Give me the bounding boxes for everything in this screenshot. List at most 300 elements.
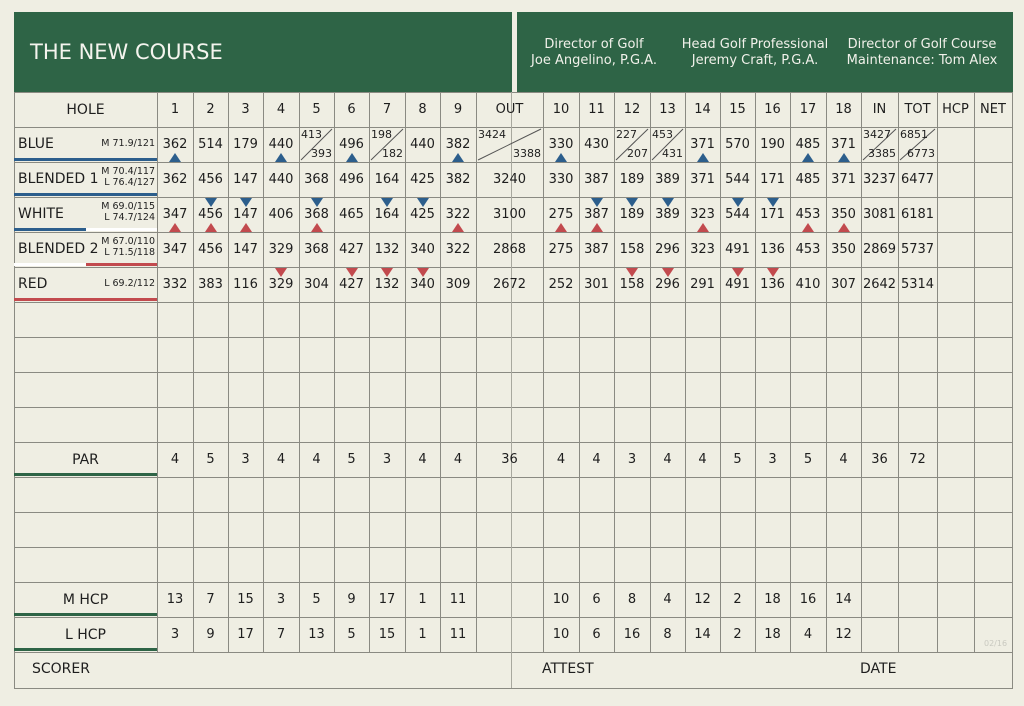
yardage-cell: 136 xyxy=(760,242,785,257)
col-header: 16 xyxy=(764,102,781,117)
l-hcp-cell: 14 xyxy=(694,627,711,642)
yardage-cell: 179 xyxy=(233,137,258,152)
tee-moved-forward-marker xyxy=(626,268,638,277)
yardage-cell: 387 xyxy=(584,207,609,222)
tee-color-strip xyxy=(86,263,157,266)
yardage-cell xyxy=(937,232,974,267)
tee-moved-back-marker xyxy=(452,153,464,162)
yardage-cell xyxy=(937,267,974,302)
tee-moved-back-marker xyxy=(838,153,850,162)
par-cell: 5 xyxy=(206,452,215,467)
yardage-cell: 456 xyxy=(198,172,223,187)
tee-moved-forward-marker xyxy=(662,198,674,207)
tee-moved-forward-marker xyxy=(346,268,358,277)
tee-moved-back-marker xyxy=(697,153,709,162)
yardage-cell: 301 xyxy=(584,277,609,292)
l-hcp-cell xyxy=(937,617,974,652)
tee-moved-back-marker xyxy=(240,223,252,232)
yardage-cell: 350 xyxy=(831,207,856,222)
col-header: 8 xyxy=(418,102,427,117)
grid-row-line xyxy=(14,372,1013,373)
yardage-cell: 440 xyxy=(410,137,435,152)
split-bottom-value: 393 xyxy=(311,147,332,160)
m-hcp-cell: 14 xyxy=(835,592,852,607)
m-hcp-cell: 16 xyxy=(799,592,817,607)
l-hcp-cell: 18 xyxy=(764,627,781,642)
par-cell: 4 xyxy=(698,452,707,467)
tee-moved-back-marker xyxy=(591,223,603,232)
staff-name: Joe Angelino, P.G.A. xyxy=(531,53,657,68)
tee-rating: L 76.4/127 xyxy=(104,177,155,188)
yardage-cell: 116 xyxy=(233,277,258,292)
yardage-cell: 427 xyxy=(339,277,364,292)
col-header: 11 xyxy=(588,102,605,117)
tee-moved-forward-marker xyxy=(732,198,744,207)
par-cell: 3 xyxy=(382,452,392,467)
yardage-cell: 425 xyxy=(410,207,435,222)
split-top-value: 198 xyxy=(371,128,392,141)
yardage-cell: 382 xyxy=(445,172,471,187)
par-strip xyxy=(14,473,157,476)
date-label: DATE xyxy=(860,661,897,677)
print-code: 02/16 xyxy=(984,639,1008,648)
col-header: 7 xyxy=(382,102,392,117)
yardage-cell: 164 xyxy=(374,207,400,222)
yardage-cell: 6477 xyxy=(900,172,935,187)
yardage-cell: 350 xyxy=(831,242,856,257)
l-hcp-cell: 15 xyxy=(378,627,396,642)
col-header: 3 xyxy=(241,102,250,117)
m-hcp-cell: 1 xyxy=(418,592,427,607)
m-hcp-cell xyxy=(476,582,543,617)
l-hcp-cell: 17 xyxy=(237,627,254,642)
staff-name: Maintenance: Tom Alex xyxy=(846,53,998,68)
m-hcp-cell: 3 xyxy=(276,592,286,607)
tee-rating: M 67.0/110 xyxy=(101,236,155,247)
yardage-cell: 440 xyxy=(268,137,294,152)
tee-rating: M 69.0/115 xyxy=(101,201,155,212)
tee-moved-forward-marker xyxy=(767,268,779,277)
l-hcp-cell: 4 xyxy=(803,627,813,642)
par-cell: 4 xyxy=(839,452,848,467)
tee-moved-back-marker xyxy=(452,223,464,232)
tee-name: BLENDED 2 xyxy=(18,241,99,257)
tee-moved-back-marker xyxy=(555,223,567,232)
par-cell: 4 xyxy=(453,452,463,467)
m-hcp-cell: 12 xyxy=(694,592,711,607)
head-golf-professional xyxy=(680,37,830,69)
yardage-cell: 304 xyxy=(304,277,329,292)
split-bottom-value: 6773 xyxy=(907,147,935,160)
attest-label: ATTEST xyxy=(542,661,594,677)
tee-moved-forward-marker xyxy=(417,198,429,207)
tee-moved-forward-marker xyxy=(732,268,744,277)
grid-row-line xyxy=(14,302,1013,303)
tee-moved-back-marker xyxy=(311,223,323,232)
par-cell: 36 xyxy=(871,452,888,467)
m-hcp-cell xyxy=(974,582,1012,617)
m-hcp-cell: 17 xyxy=(378,592,396,607)
tee-moved-back-marker xyxy=(802,223,814,232)
split-top-value: 453 xyxy=(652,128,673,141)
tee-moved-back-marker xyxy=(346,153,358,162)
hole-label: HOLE xyxy=(66,101,105,118)
yardage-cell: 164 xyxy=(374,172,400,187)
yardage-cell: 456 xyxy=(198,242,223,257)
col-header: OUT xyxy=(495,102,524,117)
split-top-value: 227 xyxy=(616,128,637,141)
par-cell: 3 xyxy=(241,452,250,467)
tee-moved-back-marker xyxy=(802,153,814,162)
yardage-cell: 189 xyxy=(619,172,645,187)
yardage-cell: 371 xyxy=(690,137,715,152)
tee-rating: L 71.5/118 xyxy=(104,247,155,258)
yardage-cell: 387 xyxy=(584,242,609,257)
l-hcp-cell: 12 xyxy=(835,627,852,642)
yardage-cell: 491 xyxy=(725,242,750,257)
yardage-cell: 275 xyxy=(548,242,574,257)
grid-row-line xyxy=(14,512,1013,513)
yardage-cell: 322 xyxy=(445,242,471,257)
l-hcp-cell: 16 xyxy=(623,627,641,642)
yardage-cell: 309 xyxy=(445,277,471,292)
yardage-cell: 362 xyxy=(162,137,188,152)
yardage-cell: 406 xyxy=(268,207,294,222)
l-hcp-label: L HCP xyxy=(65,626,106,643)
yardage-cell: 491 xyxy=(725,277,750,292)
yardage-cell: 296 xyxy=(655,242,680,257)
tee-moved-back-marker xyxy=(169,223,181,232)
yardage-cell: 132 xyxy=(374,242,400,257)
yardage-cell: 147 xyxy=(233,172,258,187)
col-header: 4 xyxy=(276,102,286,117)
yardage-cell: 382 xyxy=(445,137,471,152)
l-hcp-cell: 5 xyxy=(347,627,356,642)
yardage-cell: 158 xyxy=(619,277,645,292)
tee-moved-forward-marker xyxy=(205,198,217,207)
grid-row-line xyxy=(14,652,1013,653)
split-bottom-value: 207 xyxy=(627,147,648,160)
col-header: 6 xyxy=(347,102,356,117)
yardage-cell: 371 xyxy=(831,172,856,187)
yardage-cell: 544 xyxy=(725,172,750,187)
tee-color-strip xyxy=(14,228,86,231)
yardage-cell: 340 xyxy=(410,242,435,257)
yardage-cell: 171 xyxy=(760,207,785,222)
yardage-cell: 330 xyxy=(548,137,574,152)
par-cell: 72 xyxy=(909,452,926,467)
yardage-cell: 2869 xyxy=(862,242,897,257)
tee-moved-forward-marker xyxy=(275,268,287,277)
par-cell: 4 xyxy=(276,452,286,467)
scorer-label: SCORER xyxy=(32,661,90,677)
par-cell: 5 xyxy=(803,452,813,467)
yardage-cell: 189 xyxy=(619,207,645,222)
l-hcp-cell: 9 xyxy=(206,627,215,642)
yardage-cell: 368 xyxy=(304,172,329,187)
yardage-cell: 368 xyxy=(304,242,329,257)
tee-moved-back-marker xyxy=(697,223,709,232)
m-hcp-cell: 5 xyxy=(312,592,321,607)
tee-color-strip xyxy=(14,263,86,266)
grid-row-line xyxy=(14,407,1013,408)
yardage-cell: 453 xyxy=(795,207,821,222)
m-hcp-cell: 11 xyxy=(449,592,467,607)
col-header: 10 xyxy=(552,102,570,117)
split-bottom-value: 431 xyxy=(662,147,683,160)
yardage-cell xyxy=(974,197,1012,232)
grid-row-line xyxy=(14,477,1013,478)
l-hcp-cell: 10 xyxy=(552,627,570,642)
director-of-golf xyxy=(530,37,658,69)
yardage-cell: 456 xyxy=(198,207,223,222)
yardage-cell xyxy=(937,127,974,162)
yardage-cell: 3081 xyxy=(862,207,897,222)
m-hcp-cell: 8 xyxy=(627,592,637,607)
yardage-cell: 330 xyxy=(548,172,574,187)
tee-moved-back-marker xyxy=(275,153,287,162)
grid-row-line xyxy=(14,337,1013,338)
yardage-cell: 383 xyxy=(198,277,223,292)
tee-moved-forward-marker xyxy=(626,198,638,207)
par-cell: 3 xyxy=(627,452,637,467)
par-cell: 4 xyxy=(312,452,321,467)
grid-row-line xyxy=(14,547,1013,548)
tee-rating: M 70.4/117 xyxy=(101,166,155,177)
yardage-cell: 427 xyxy=(339,242,364,257)
l-hcp-cell: 3 xyxy=(170,627,180,642)
yardage-cell: 3237 xyxy=(862,172,897,187)
tee-moved-back-marker xyxy=(555,153,567,162)
yardage-cell: 340 xyxy=(410,277,435,292)
yardage-cell: 453 xyxy=(795,242,821,257)
yardage-cell: 485 xyxy=(795,172,821,187)
yardage-cell: 190 xyxy=(760,137,785,152)
staff-role: Director of Golf xyxy=(544,37,644,52)
tee-name: BLUE xyxy=(18,136,54,152)
par-cell: 4 xyxy=(592,452,601,467)
col-header: IN xyxy=(872,102,887,117)
yardage-cell: 347 xyxy=(162,207,188,222)
tee-moved-forward-marker xyxy=(381,198,393,207)
yardage-cell: 496 xyxy=(339,137,364,152)
col-header: 2 xyxy=(206,102,215,117)
col-header: 12 xyxy=(623,102,641,117)
m-hcp-cell: 15 xyxy=(237,592,254,607)
tee-color-strip xyxy=(14,298,157,301)
split-bottom-value: 3385 xyxy=(868,147,896,160)
tee-moved-back-marker xyxy=(205,223,217,232)
split-top-value: 413 xyxy=(301,128,322,141)
staff-role: Director of Golf Course xyxy=(847,37,997,52)
tee-name: BLENDED 1 xyxy=(18,171,99,187)
yardage-cell: 147 xyxy=(233,242,258,257)
yardage-cell: 171 xyxy=(760,172,785,187)
par-cell: 4 xyxy=(556,452,566,467)
tee-color-strip xyxy=(14,193,157,196)
yardage-cell: 3100 xyxy=(492,207,527,222)
tee-color-strip xyxy=(14,158,157,161)
tee-moved-forward-marker xyxy=(381,268,393,277)
yardage-cell: 323 xyxy=(690,207,715,222)
par-cell: 4 xyxy=(418,452,427,467)
par-cell: 5 xyxy=(733,452,742,467)
yardage-cell: 440 xyxy=(268,172,294,187)
par-label: PAR xyxy=(72,451,99,468)
tee-rating: L 74.7/124 xyxy=(104,212,155,223)
yardage-cell xyxy=(974,232,1012,267)
l-hcp-cell xyxy=(861,617,898,652)
tee-name: WHITE xyxy=(18,206,64,222)
yardage-cell: 410 xyxy=(795,277,821,292)
yardage-cell: 5737 xyxy=(900,242,935,257)
yardage-cell xyxy=(937,162,974,197)
yardage-cell: 371 xyxy=(831,137,856,152)
tee-color-strip xyxy=(86,228,157,231)
par-cell xyxy=(937,442,974,477)
m-hcp-cell xyxy=(898,582,937,617)
yardage-cell: 158 xyxy=(619,242,645,257)
m-hcp-label: M HCP xyxy=(62,591,109,608)
par-cell: 4 xyxy=(170,452,180,467)
yardage-cell: 136 xyxy=(760,277,785,292)
split-top-value: 3424 xyxy=(478,128,506,141)
yardage-cell: 465 xyxy=(339,207,364,222)
yardage-cell: 389 xyxy=(655,207,680,222)
l-hcp-cell xyxy=(898,617,937,652)
yardage-cell xyxy=(974,127,1012,162)
m-hcp-cell: 6 xyxy=(592,592,601,607)
split-bottom-value: 182 xyxy=(382,147,403,160)
l-hcp-cell: 13 xyxy=(308,627,325,642)
l-hcp-cell: 11 xyxy=(449,627,467,642)
yardage-cell: 2672 xyxy=(492,277,527,292)
col-header: TOT xyxy=(904,102,931,117)
staff-role: Head Golf Professional xyxy=(681,37,829,52)
yardage-cell: 252 xyxy=(548,277,574,292)
l-hcp-cell: 8 xyxy=(663,627,672,642)
yardage-cell: 329 xyxy=(268,277,294,292)
yardage-cell: 329 xyxy=(268,242,294,257)
split-top-value: 6851 xyxy=(900,128,928,141)
yardage-cell: 332 xyxy=(162,277,188,292)
m-hcp-cell: 10 xyxy=(552,592,570,607)
staff-name: Jeremy Craft, P.G.A. xyxy=(691,53,819,68)
m-hcp-cell: 18 xyxy=(764,592,781,607)
yardage-cell: 147 xyxy=(233,207,258,222)
yardage-cell: 132 xyxy=(374,277,400,292)
tee-rating: L 69.2/112 xyxy=(104,278,155,289)
yardage-cell: 2868 xyxy=(492,242,527,257)
par-cell: 4 xyxy=(663,452,672,467)
m-hcp-cell xyxy=(861,582,898,617)
tee-moved-forward-marker xyxy=(311,198,323,207)
yardage-cell: 368 xyxy=(304,207,329,222)
l-hcp-cell: 6 xyxy=(592,627,601,642)
yardage-cell: 6181 xyxy=(900,207,935,222)
yardage-cell: 544 xyxy=(725,207,750,222)
l-hcp-cell: 7 xyxy=(276,627,286,642)
yardage-cell: 485 xyxy=(795,137,821,152)
tee-moved-forward-marker xyxy=(417,268,429,277)
col-header: NET xyxy=(980,102,1006,117)
col-header: 15 xyxy=(729,102,746,117)
m-hcp-cell xyxy=(937,582,974,617)
yardage-cell: 291 xyxy=(690,277,715,292)
yardage-cell: 2642 xyxy=(862,277,897,292)
tee-moved-forward-marker xyxy=(767,198,779,207)
yardage-cell: 296 xyxy=(655,277,680,292)
par-cell xyxy=(974,442,1012,477)
yardage-cell: 5314 xyxy=(900,277,935,292)
tee-moved-back-marker xyxy=(169,153,181,162)
split-bottom-value: 3388 xyxy=(513,147,541,160)
split-top-value: 3427 xyxy=(863,128,891,141)
yardage-cell: 389 xyxy=(655,172,680,187)
tee-moved-forward-marker xyxy=(591,198,603,207)
col-header: 1 xyxy=(170,102,180,117)
yardage-cell: 570 xyxy=(725,137,750,152)
col-header: 13 xyxy=(659,102,676,117)
tee-moved-forward-marker xyxy=(662,268,674,277)
director-of-course-maintenance xyxy=(846,37,998,69)
l-hcp-cell: 1 xyxy=(418,627,427,642)
grid-bottom-border xyxy=(14,688,1013,689)
yardage-cell: 430 xyxy=(584,137,609,152)
m-hcp-cell: 13 xyxy=(166,592,184,607)
yardage-cell: 425 xyxy=(410,172,435,187)
yardage-cell: 322 xyxy=(445,207,471,222)
col-header: HCP xyxy=(942,102,969,117)
col-header: 14 xyxy=(694,102,711,117)
yardage-cell: 387 xyxy=(584,172,609,187)
yardage-cell: 496 xyxy=(339,172,364,187)
par-cell: 36 xyxy=(501,452,518,467)
col-header: 5 xyxy=(312,102,321,117)
tee-rating: M 71.9/121 xyxy=(101,138,155,149)
yardage-cell xyxy=(974,267,1012,302)
l-hcp-strip xyxy=(14,648,157,651)
l-hcp-cell: 2 xyxy=(733,627,742,642)
yardage-cell: 362 xyxy=(162,172,188,187)
yardage-cell: 275 xyxy=(548,207,574,222)
yardage-cell xyxy=(974,162,1012,197)
col-header: 17 xyxy=(799,102,817,117)
m-hcp-cell: 4 xyxy=(663,592,672,607)
yardage-cell xyxy=(937,197,974,232)
m-hcp-strip xyxy=(14,613,157,616)
tee-name: RED xyxy=(18,276,48,292)
m-hcp-cell: 9 xyxy=(347,592,356,607)
yardage-cell: 3240 xyxy=(492,172,527,187)
course-title: THE NEW COURSE xyxy=(30,40,223,64)
l-hcp-cell xyxy=(476,617,543,652)
tee-moved-back-marker xyxy=(838,223,850,232)
yardage-cell: 307 xyxy=(831,277,856,292)
grid-right-border xyxy=(1012,92,1013,688)
par-cell: 3 xyxy=(768,452,777,467)
col-header: 9 xyxy=(453,102,463,117)
yardage-cell: 347 xyxy=(162,242,188,257)
yardage-cell: 514 xyxy=(198,137,223,152)
yardage-cell: 323 xyxy=(690,242,715,257)
m-hcp-cell: 7 xyxy=(206,592,215,607)
m-hcp-cell: 2 xyxy=(733,592,742,607)
tee-moved-forward-marker xyxy=(240,198,252,207)
col-header: 18 xyxy=(835,102,852,117)
yardage-cell: 371 xyxy=(690,172,715,187)
par-cell: 5 xyxy=(347,452,356,467)
